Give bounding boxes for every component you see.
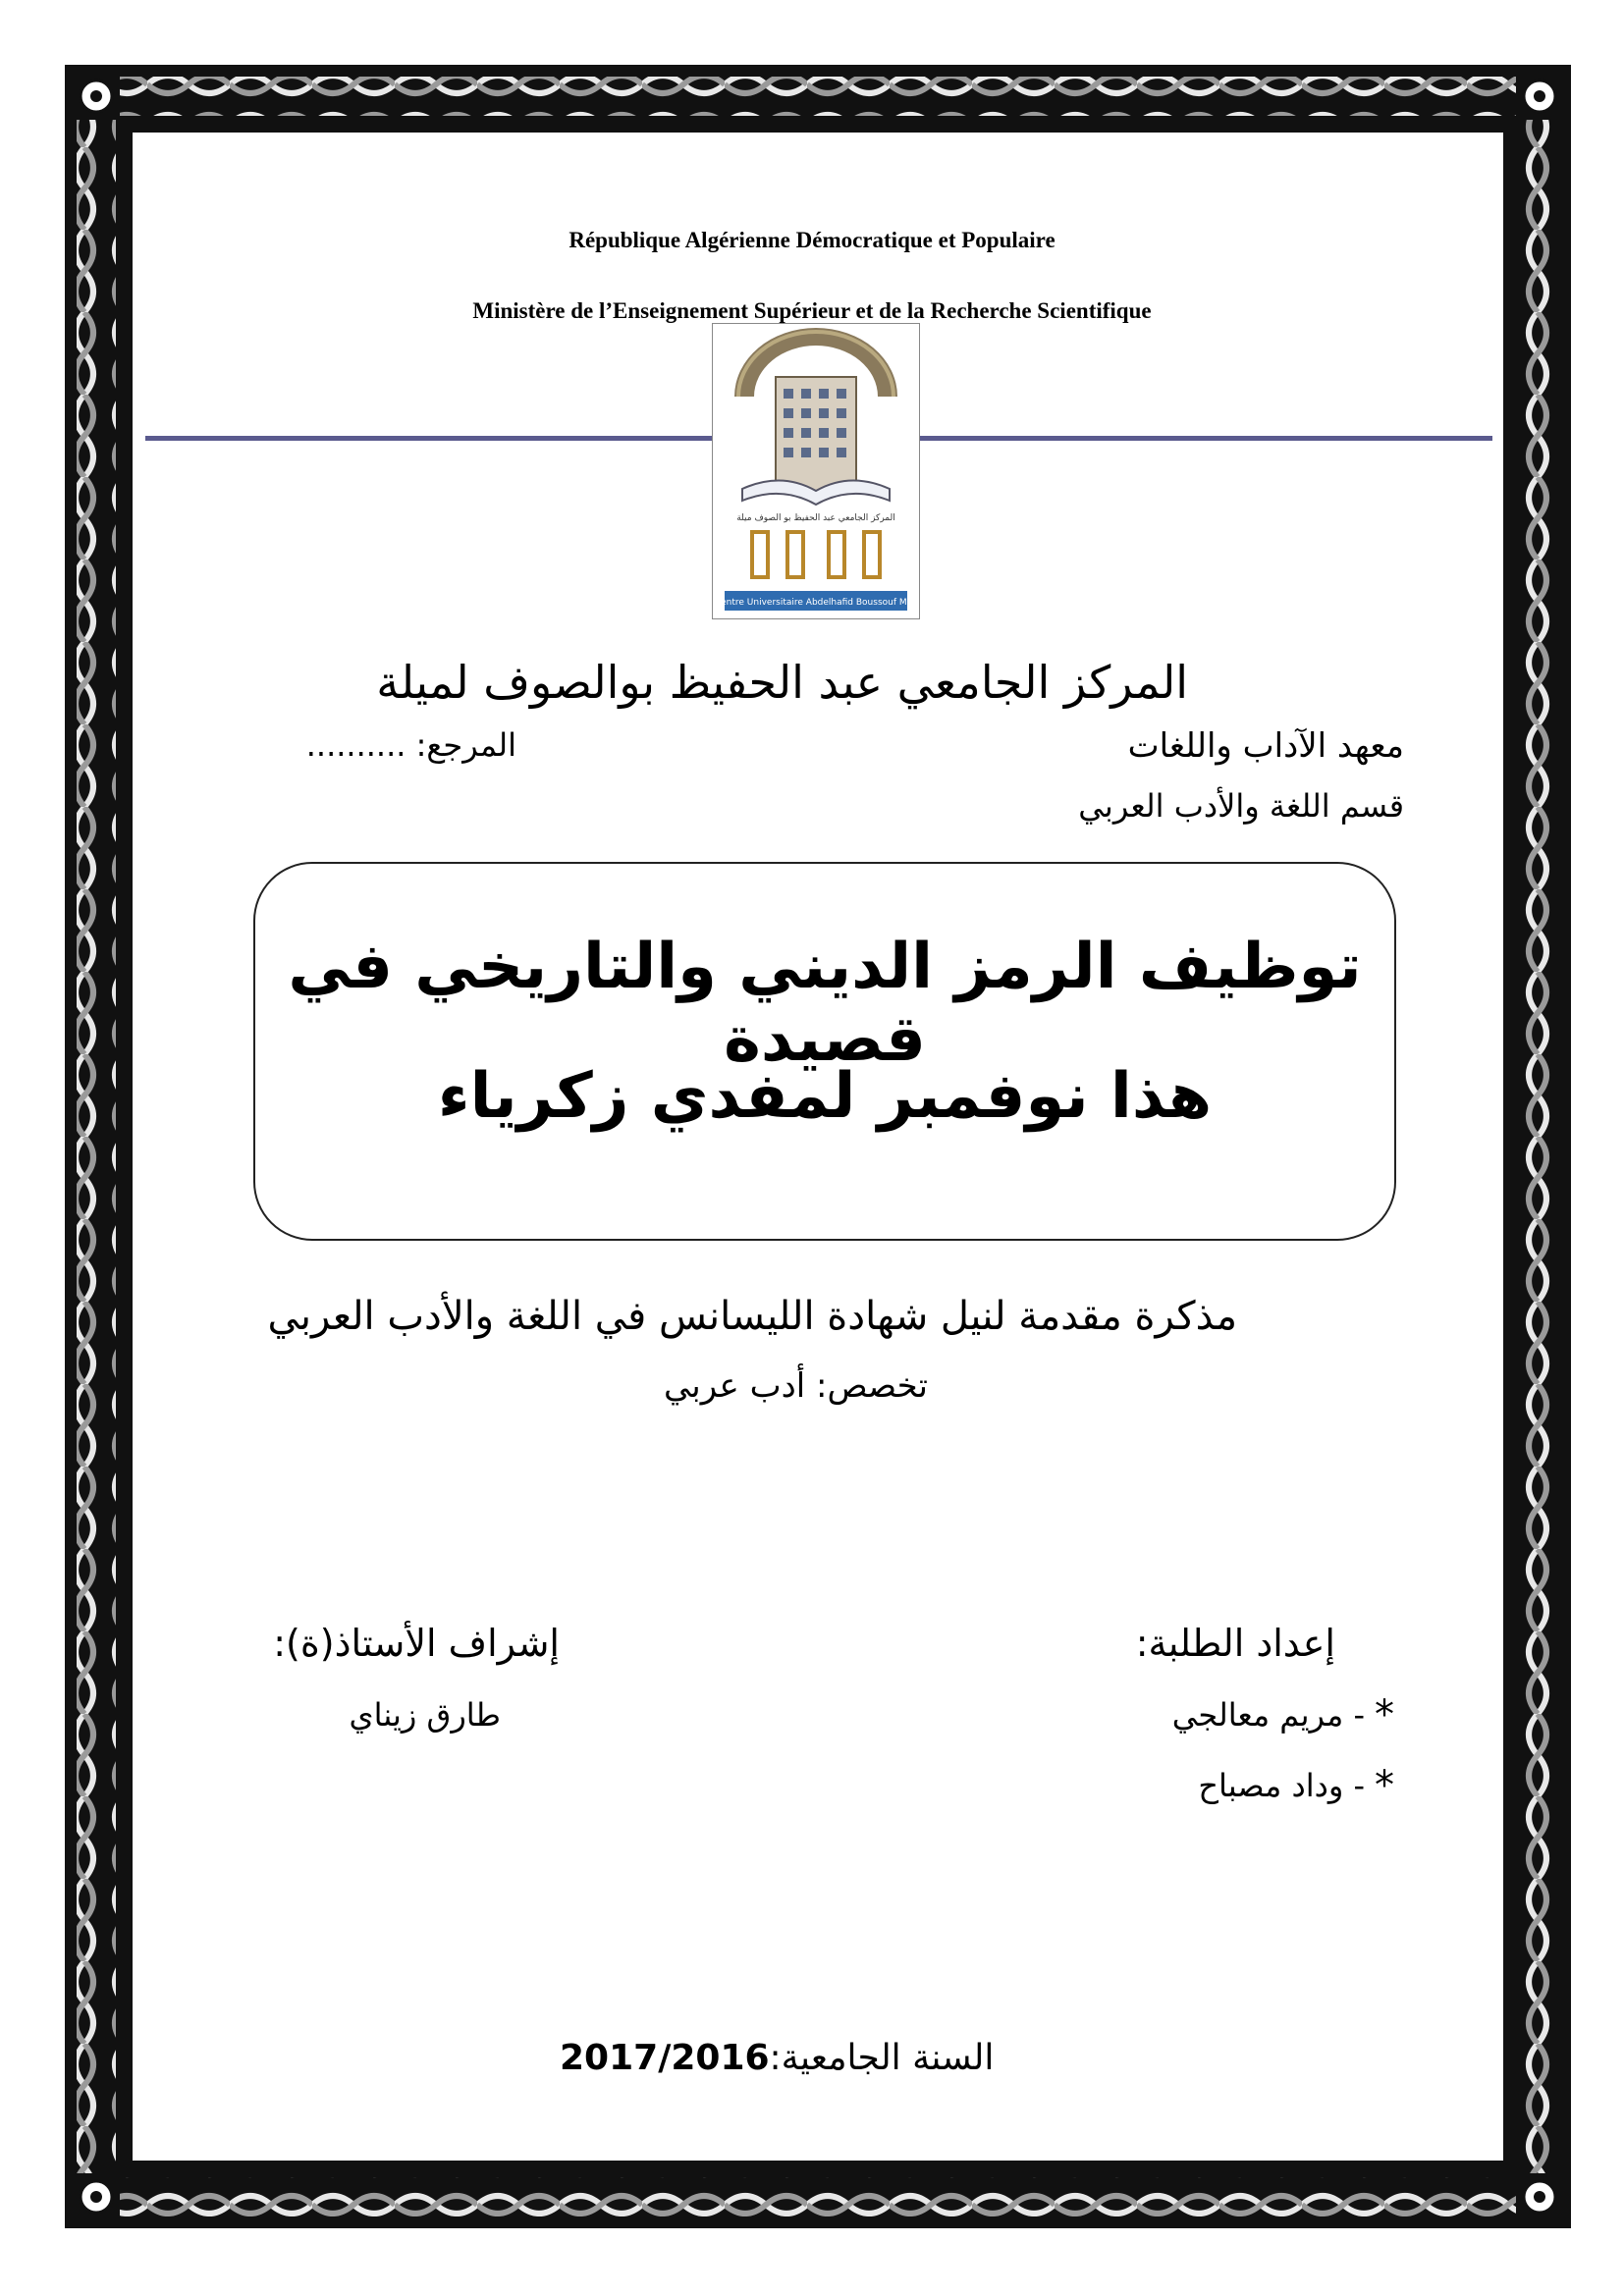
- university-name: المركز الجامعي عبد الحفيظ بوالصوف لميلة: [376, 656, 1188, 709]
- degree-statement: مذكرة مقدمة لنيل شهادة الليسانس في اللغة والأدب العربي: [267, 1294, 1237, 1339]
- student-entry-1: [1159, 1692, 1394, 1737]
- students-label: إعداد الطلبة:: [1135, 1622, 1335, 1665]
- bullet-asterisk: *: [1375, 1692, 1394, 1737]
- academic-year: [560, 2038, 995, 2078]
- supervisor-name: طارق زيناي: [349, 1696, 501, 1734]
- svg-text:المركز الجامعي عبد الحفيظ بو ا: المركز الجامعي عبد الحفيظ بو الصوف ميلة: [736, 513, 895, 523]
- thesis-title-line-1: توظيف الرمز الديني والتاريخي في قصيدة: [288, 931, 1362, 1076]
- student-name: - مريم معالجي: [1171, 1696, 1365, 1734]
- university-logo: [712, 323, 920, 619]
- specialty: تخصص: أدب عربي: [663, 1366, 928, 1406]
- header-rule-left: [145, 436, 712, 441]
- svg-text:Centre Universitaire Abdelhafi: Centre Universitaire Abdelhafid Boussouf Mila: [714, 598, 918, 608]
- academic-year-value: 2017/2016: [560, 2038, 770, 2078]
- bullet-asterisk: *: [1375, 1763, 1394, 1808]
- ministry-heading: Ministère de l’Enseignement Supérieur et de la Recherche Scientifique: [472, 298, 1152, 323]
- academic-year-label: السنة الجامعية:: [769, 2038, 995, 2078]
- supervisor-label: إشراف الأستاذ(ة):: [273, 1622, 560, 1665]
- header-rule-right: [918, 436, 1492, 441]
- student-entry-2: [1159, 1763, 1394, 1808]
- republic-heading: République Algérienne Démocratique et Populaire: [568, 228, 1056, 252]
- department-name: قسم اللغة والأدب العربي: [1078, 787, 1404, 825]
- reference-field: المرجع: ..........: [305, 726, 516, 764]
- university-building-icon: [713, 324, 919, 618]
- student-name: - وداد مصباح: [1198, 1767, 1365, 1804]
- thesis-title-line-2: هذا نوفمبر لمفدي زكرياء: [437, 1060, 1213, 1133]
- institute-name: معهد الآداب واللغات: [1127, 726, 1404, 766]
- thesis-title-box: [253, 862, 1396, 1241]
